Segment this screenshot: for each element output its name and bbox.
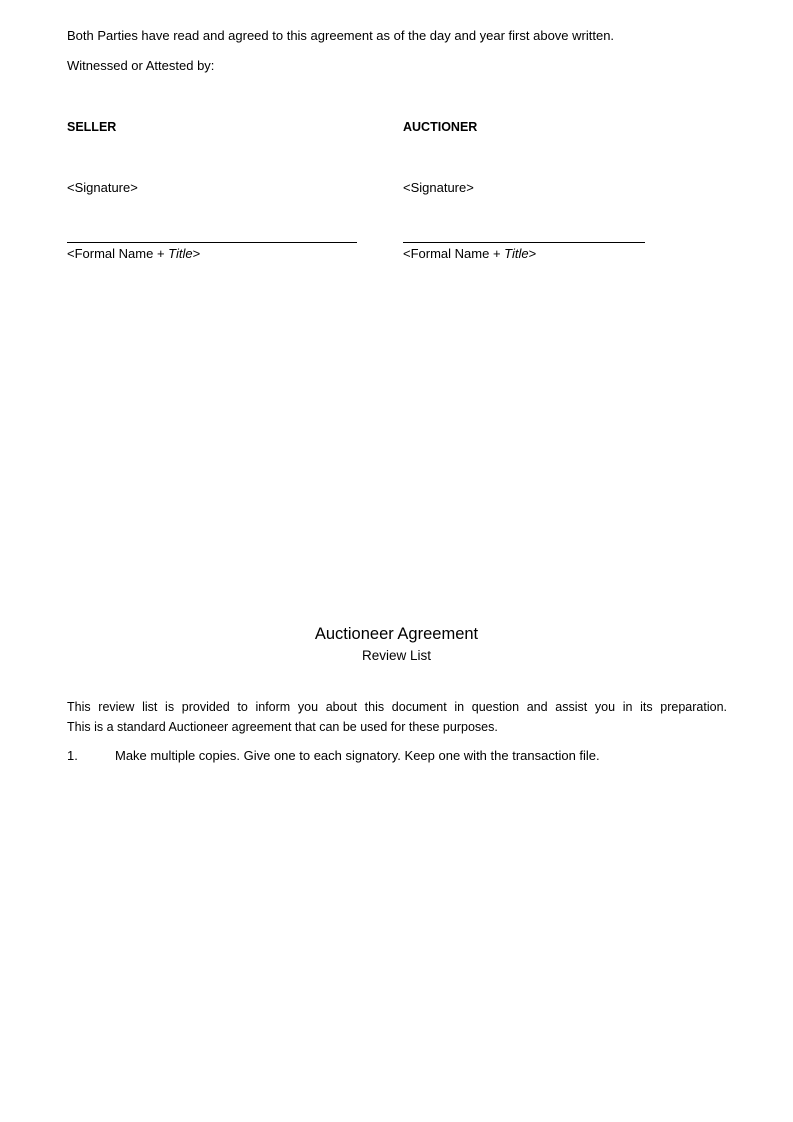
auctioner-name-title: Title <box>504 246 529 261</box>
auctioner-name-suffix: > <box>528 246 537 261</box>
seller-name-prefix: <Formal Name + <box>67 246 169 261</box>
auctioner-name-prefix: <Formal Name + <box>403 246 505 261</box>
seller-name-suffix: > <box>192 246 201 261</box>
review-subtitle: Review List <box>361 648 432 663</box>
review-item-number: 1. <box>67 748 78 763</box>
seller-heading: SELLER <box>67 120 117 134</box>
review-intro-paragraph <box>67 697 727 737</box>
agreement-statement: Both Parties have read and agreed to this agreement as of the day and year first above written. <box>67 28 615 43</box>
auctioner-signature-placeholder: <Signature> <box>403 180 474 195</box>
review-intro-line-2: This is a standard Auctioneer agreement that can be used for these purposes. <box>67 720 498 734</box>
seller-signature-line <box>67 242 357 243</box>
review-intro-line-1: This review list is provided to inform you about this document in question and assist you in its preparation. <box>67 700 727 714</box>
seller-name-title: Title <box>168 246 193 261</box>
auctioner-heading: AUCTIONER <box>403 120 478 134</box>
witness-label: Witnessed or Attested by: <box>67 58 215 73</box>
review-title: Auctioneer Agreement <box>314 625 479 643</box>
seller-name-title-placeholder <box>67 246 200 261</box>
seller-signature-placeholder: <Signature> <box>67 180 138 195</box>
auctioner-name-title-placeholder <box>403 246 536 261</box>
review-item-text: Make multiple copies. Give one to each signatory. Keep one with the transaction file. <box>115 748 600 763</box>
auctioner-signature-line <box>403 242 645 243</box>
